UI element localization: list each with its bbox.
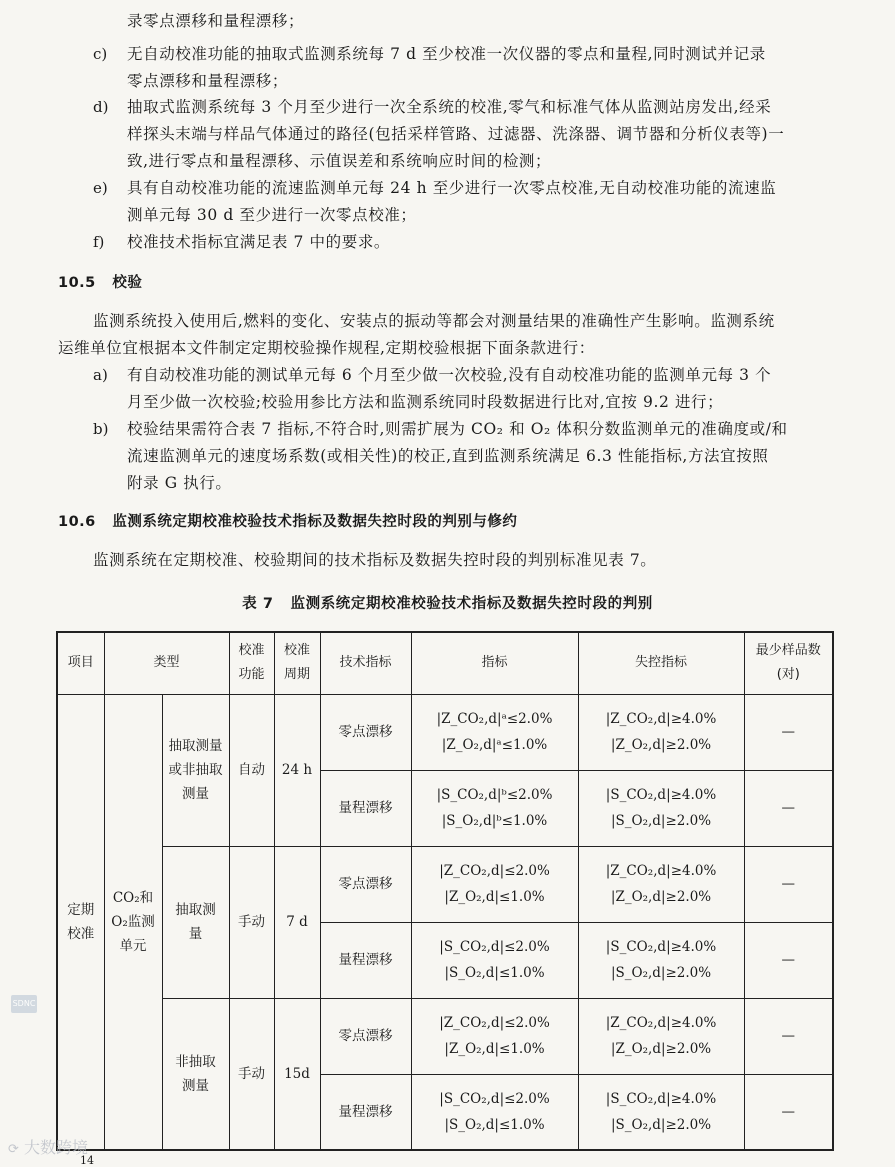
- cell-loss: [578, 998, 744, 1074]
- item-c-line-1: 无自动校准功能的抽取式监测系统每 7 d 至少校准一次仪器的零点和量程,同时测试并记录: [127, 45, 766, 63]
- cell-type-3: 非抽取测量: [162, 998, 229, 1150]
- corner-watermark: [8, 1135, 88, 1158]
- cell-period-1: 24 h: [274, 694, 320, 846]
- cell-period-2: 7 d: [274, 846, 320, 998]
- header-cal-func: 校准功能: [229, 632, 274, 694]
- item-e-line-1: 具有自动校准功能的流速监测单元每 24 h 至少进行一次零点校准,无自动校准功能的流速监: [127, 179, 777, 197]
- item-b-line-2: 流速监测单元的速度场系数(或相关性)的校正,直到监测系统满足 6.3 性能指标,方法宜按照: [127, 447, 769, 465]
- cell-index: [411, 770, 578, 846]
- table-row: [57, 998, 833, 1074]
- item-f-marker: f): [93, 233, 105, 251]
- item-e-line-2: 测单元每 30 d 至少进行一次零点校准；: [127, 206, 417, 224]
- formula: |Z_CO₂,d|≥4.0%: [605, 1015, 717, 1031]
- cell-index: [411, 998, 578, 1074]
- page-number: 14: [80, 1154, 94, 1167]
- cell-func-2: 手动: [229, 846, 274, 998]
- item-d-line-1: 抽取式监测系统每 3 个月至少进行一次全系统的校准,零气和标准气体从监测站房发出,经采: [127, 98, 772, 116]
- formula: |Z_CO₂,d|≥4.0%: [605, 863, 717, 879]
- cell-period-3: 15d: [274, 998, 320, 1150]
- item-d-line-3: 致,进行零点和量程漂移、示值误差和系统响应时间的检测；: [127, 152, 552, 170]
- header-type: 类型: [104, 632, 229, 694]
- formula: |Z_CO₂,d|≥4.0%: [605, 711, 717, 727]
- cell-min: —: [744, 922, 833, 998]
- cell-tech: 零点漂移: [320, 694, 411, 770]
- cell-tech: 量程漂移: [320, 1074, 411, 1150]
- item-a-line-1: 有自动校准功能的测试单元每 6 个月至少做一次校验,没有自动校准功能的监测单元每 3 个: [127, 366, 772, 384]
- cell-min: —: [744, 694, 833, 770]
- formula: |S_CO₂,d|≥4.0%: [605, 939, 717, 955]
- header-tech: 技术指标: [320, 632, 411, 694]
- formula: |Z_CO₂,d|ᵃ≤2.0%: [436, 711, 553, 727]
- header-loss: 失控指标: [578, 632, 744, 694]
- corner-watermark-text: 大数跨境: [24, 1138, 89, 1157]
- cell-type-2: 抽取测量: [162, 846, 229, 998]
- cell-loss: [578, 1074, 744, 1150]
- table-row: [57, 694, 833, 770]
- section-10-6-intro: 监测系统在定期校准、校验期间的技术指标及数据失控时段的判别标准见表 7。: [93, 551, 657, 569]
- item-d-marker: d): [93, 98, 109, 116]
- formula: |S_CO₂,d|≥4.0%: [605, 1090, 717, 1107]
- header-item: 项目: [57, 632, 104, 694]
- cell-func-1: 自动: [229, 694, 274, 846]
- section-10-5-intro-1: 监测系统投入使用后,燃料的变化、安装点的振动等都会对测量结果的准确性产生影响。监测系统: [93, 312, 775, 330]
- item-e-marker: e): [93, 179, 108, 197]
- header-index: 指标: [411, 632, 578, 694]
- cell-tech: 量程漂移: [320, 922, 411, 998]
- cell-min: —: [744, 846, 833, 922]
- watermark-logo-icon: ⟳: [8, 1142, 19, 1157]
- cell-type-1: 抽取测量或非抽取测量: [162, 694, 229, 846]
- formula: |S_O₂,d|≥2.0%: [610, 965, 712, 981]
- item-c-line-2: 零点漂移和量程漂移；: [127, 72, 289, 90]
- para-cont-line-1: 录零点漂移和量程漂移；: [127, 12, 305, 30]
- item-a-marker: a): [93, 366, 108, 384]
- cell-item: 定期校准: [57, 694, 104, 1150]
- formula: |Z_O₂,d|≥2.0%: [610, 737, 712, 753]
- cell-func-3: 手动: [229, 998, 274, 1150]
- formula: |S_O₂,d|≥2.0%: [610, 813, 712, 829]
- cell-loss: [578, 770, 744, 846]
- formula: |S_O₂,d|ᵇ≤1.0%: [441, 813, 548, 829]
- item-d-line-2: 样探头末端与样品气体通过的路径(包括采样管路、过滤器、洗涤器、调节器和分析仪表等)一: [127, 125, 785, 143]
- cell-min: —: [744, 998, 833, 1074]
- cell-min: —: [744, 1074, 833, 1150]
- formula: |Z_O₂,d|≥2.0%: [610, 1041, 712, 1057]
- formula: |S_CO₂,d|≥4.0%: [605, 787, 717, 803]
- table-row: [57, 846, 833, 922]
- item-b-line-1: 校验结果需符合表 7 指标,不符合时,则需扩展为 CO₂ 和 O₂ 体积分数监测单元的准确度或/和: [127, 420, 788, 438]
- header-cal-period: 校准周期: [274, 632, 320, 694]
- item-a-line-2: 月至少做一次校验;校验用参比方法和监测系统同时段数据进行比对,宜按 9.2 进行；: [127, 393, 724, 411]
- cell-min: —: [744, 770, 833, 846]
- item-b-line-3: 附录 G 执行。: [127, 474, 232, 492]
- cell-loss: [578, 922, 744, 998]
- table-caption: 表 7 监测系统定期校准校验技术指标及数据失控时段的判别: [242, 596, 653, 612]
- cell-index: [411, 846, 578, 922]
- cell-tech: 量程漂移: [320, 770, 411, 846]
- cell-loss: [578, 846, 744, 922]
- side-watermark-logo: SDNC: [11, 995, 37, 1013]
- item-b-marker: b): [93, 420, 109, 438]
- formula: |S_CO₂,d|ᵇ≤2.0%: [436, 787, 553, 803]
- section-10-5-heading: 10.5 校验: [58, 275, 143, 291]
- formula: |S_O₂,d|≤1.0%: [444, 965, 545, 981]
- formula: |S_CO₂,d|≤2.0%: [439, 1090, 550, 1107]
- item-c-marker: c): [93, 45, 108, 63]
- cell-unit: CO₂和O₂监测单元: [104, 694, 162, 1150]
- cell-loss: [578, 694, 744, 770]
- cell-index: [411, 694, 578, 770]
- formula: |S_O₂,d|≥2.0%: [610, 1116, 712, 1133]
- section-10-5-intro-2: 运维单位宜根据本文件制定定期校验操作规程,定期校验根据下面条款进行：: [58, 339, 595, 357]
- cell-tech: 零点漂移: [320, 998, 411, 1074]
- formula: |Z_O₂,d|≤1.0%: [444, 889, 545, 905]
- formula: |S_CO₂,d|≤2.0%: [439, 939, 550, 955]
- formula: |Z_CO₂,d|≤2.0%: [439, 863, 550, 879]
- formula: |S_O₂,d|≤1.0%: [444, 1116, 545, 1133]
- cell-index: [411, 1074, 578, 1150]
- cell-tech: 零点漂移: [320, 846, 411, 922]
- header-min-samples: 最少样品数(对): [744, 632, 833, 694]
- cell-index: [411, 922, 578, 998]
- formula: |Z_CO₂,d|≤2.0%: [439, 1015, 550, 1031]
- formula: |Z_O₂,d|≤1.0%: [444, 1041, 545, 1057]
- section-10-6-heading: 10.6 监测系统定期校准校验技术指标及数据失控时段的判别与修约: [58, 514, 518, 530]
- table-7: [56, 631, 834, 1151]
- table-header-row: [57, 632, 833, 694]
- formula: |Z_O₂,d|ᵃ≤1.0%: [441, 737, 548, 753]
- item-f-line-1: 校准技术指标宜满足表 7 中的要求。: [127, 233, 391, 251]
- formula: |Z_O₂,d|≥2.0%: [610, 889, 712, 905]
